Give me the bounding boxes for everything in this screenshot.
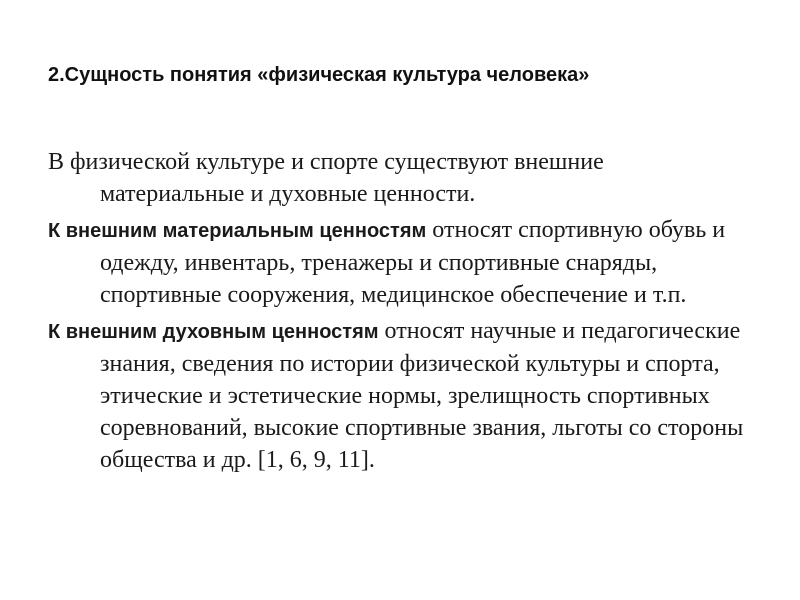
slide-title: 2.Сущность понятия «физическая культура человека» [48,64,590,86]
paragraph-text: относят спортивную обувь и одежду, инвентарь, тренажеры и спортивные снаряды, спортивные сооружения, медицинское обеспечение и т.п. [100,217,726,308]
slide-body [48,146,752,480]
paragraph-values-intro [48,146,752,210]
paragraph-text: В физической культуре и спорте существуют внешние материальные и духовные ценности. [48,149,604,207]
paragraph-lead: К внешним духовным ценностям [48,321,379,343]
paragraph-spiritual-values [48,315,752,476]
paragraph-lead: К внешним материальным ценностям [48,220,427,242]
paragraph-material-values [48,214,752,311]
paragraph-text: относят научные и педагогические знания, сведения по истории физической культуры и спорта, этические и эстетические нормы, зрелищность спортивных соревнований, высокие спортивные звания, льготы со стороны общества и др. [1, 6, 9, 11]. [100,318,744,473]
